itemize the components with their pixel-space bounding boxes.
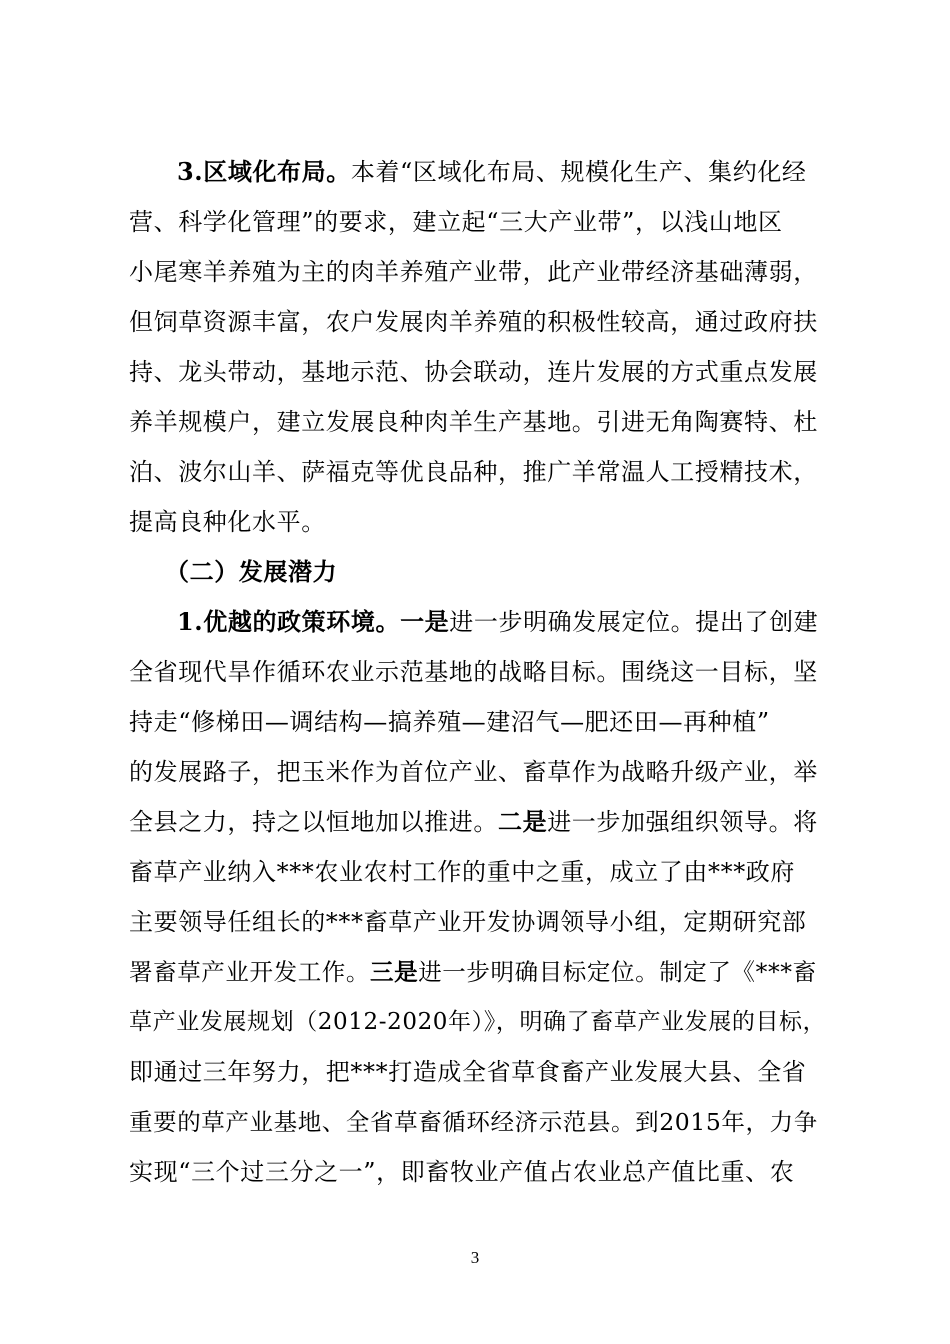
section-3-heading: 3.区域化布局。: [177, 157, 351, 186]
section-1-heading: 1.优越的政策环境。: [177, 607, 401, 636]
paragraph-3-line-7: 泊、波尔山羊、萨福克等优良品种，推广羊常温人工授精技术，: [129, 458, 818, 486]
paragraph-1-line-6: 畜草产业纳入***农业农村工作的重中之重，成立了由***政府: [129, 858, 795, 886]
marker-first: 一是: [400, 607, 450, 636]
paragraph-3-line-3: 小尾寒羊养殖为主的肉羊养殖产业带，此产业带经济基础薄弱，: [129, 258, 818, 286]
paragraph-3-line-8: 提高良种化水平。: [129, 508, 326, 536]
paragraph-1-line-2: 全省现代旱作循环农业示范基地的战略目标。围绕这一目标，坚: [129, 658, 818, 686]
paragraph-1-line-9: 草产业发展规划（2012-2020年）》，明确了畜草产业发展的目标，: [129, 1009, 827, 1035]
paragraph-1-line-4: 的发展路子，把玉米作为首位产业、畜草作为战略升级产业，举: [129, 758, 818, 786]
paragraph-3-line-5: 持、龙头带动，基地示范、协会联动，连片发展的方式重点发展: [129, 358, 818, 386]
marker-second: 二是: [498, 807, 548, 836]
paragraph-1-line-1: 1.优越的政策环境。一是进一步明确发展定位。提出了创建: [177, 607, 819, 636]
paragraph-3-line-1: 3.区域化布局。本着“区域化布局、规模化生产、集约化经: [177, 157, 807, 186]
paragraph-1-line-10: 即通过三年努力，把***打造成全省草食畜产业发展大县、全省: [129, 1058, 807, 1086]
marker-third: 三是: [370, 958, 419, 986]
paragraph-3-line-2: 营、科学化管理”的要求，建立起“三大产业带”，以浅山地区: [129, 208, 783, 236]
page-number: 3: [470, 1248, 480, 1267]
paragraph-3-line-6: 养羊规模户，建立发展良种肉羊生产基地。引进无角陶赛特、杜: [129, 408, 818, 436]
paragraph-1-line-5: 全县之力，持之以恒地加以推进。二是进一步加强组织领导。将: [129, 807, 818, 836]
subsection-title: （二）发展潜力: [165, 557, 338, 586]
paragraph-1-line-12: 实现“三个过三分之一”，即畜牧业产值占农业总产值比重、农: [129, 1158, 795, 1186]
paragraph-3-line-4: 但饲草资源丰富，农户发展肉羊养殖的积极性较高，通过政府扶: [129, 308, 818, 336]
paragraph-1-line-8: 署畜草产业开发工作。三是进一步明确目标定位。制定了《***畜: [129, 958, 817, 986]
paragraph-1-line-11: 重要的草产业基地、全省草畜循环经济示范县。到2015年，力争: [129, 1108, 818, 1136]
paragraph-1-line-3: 持走“修梯田—调结构—搞养殖—建沼气—肥还田—再种植”: [129, 708, 770, 736]
paragraph-1-line-7: 主要领导任组长的***畜草产业开发协调领导小组，定期研究部: [129, 908, 807, 936]
